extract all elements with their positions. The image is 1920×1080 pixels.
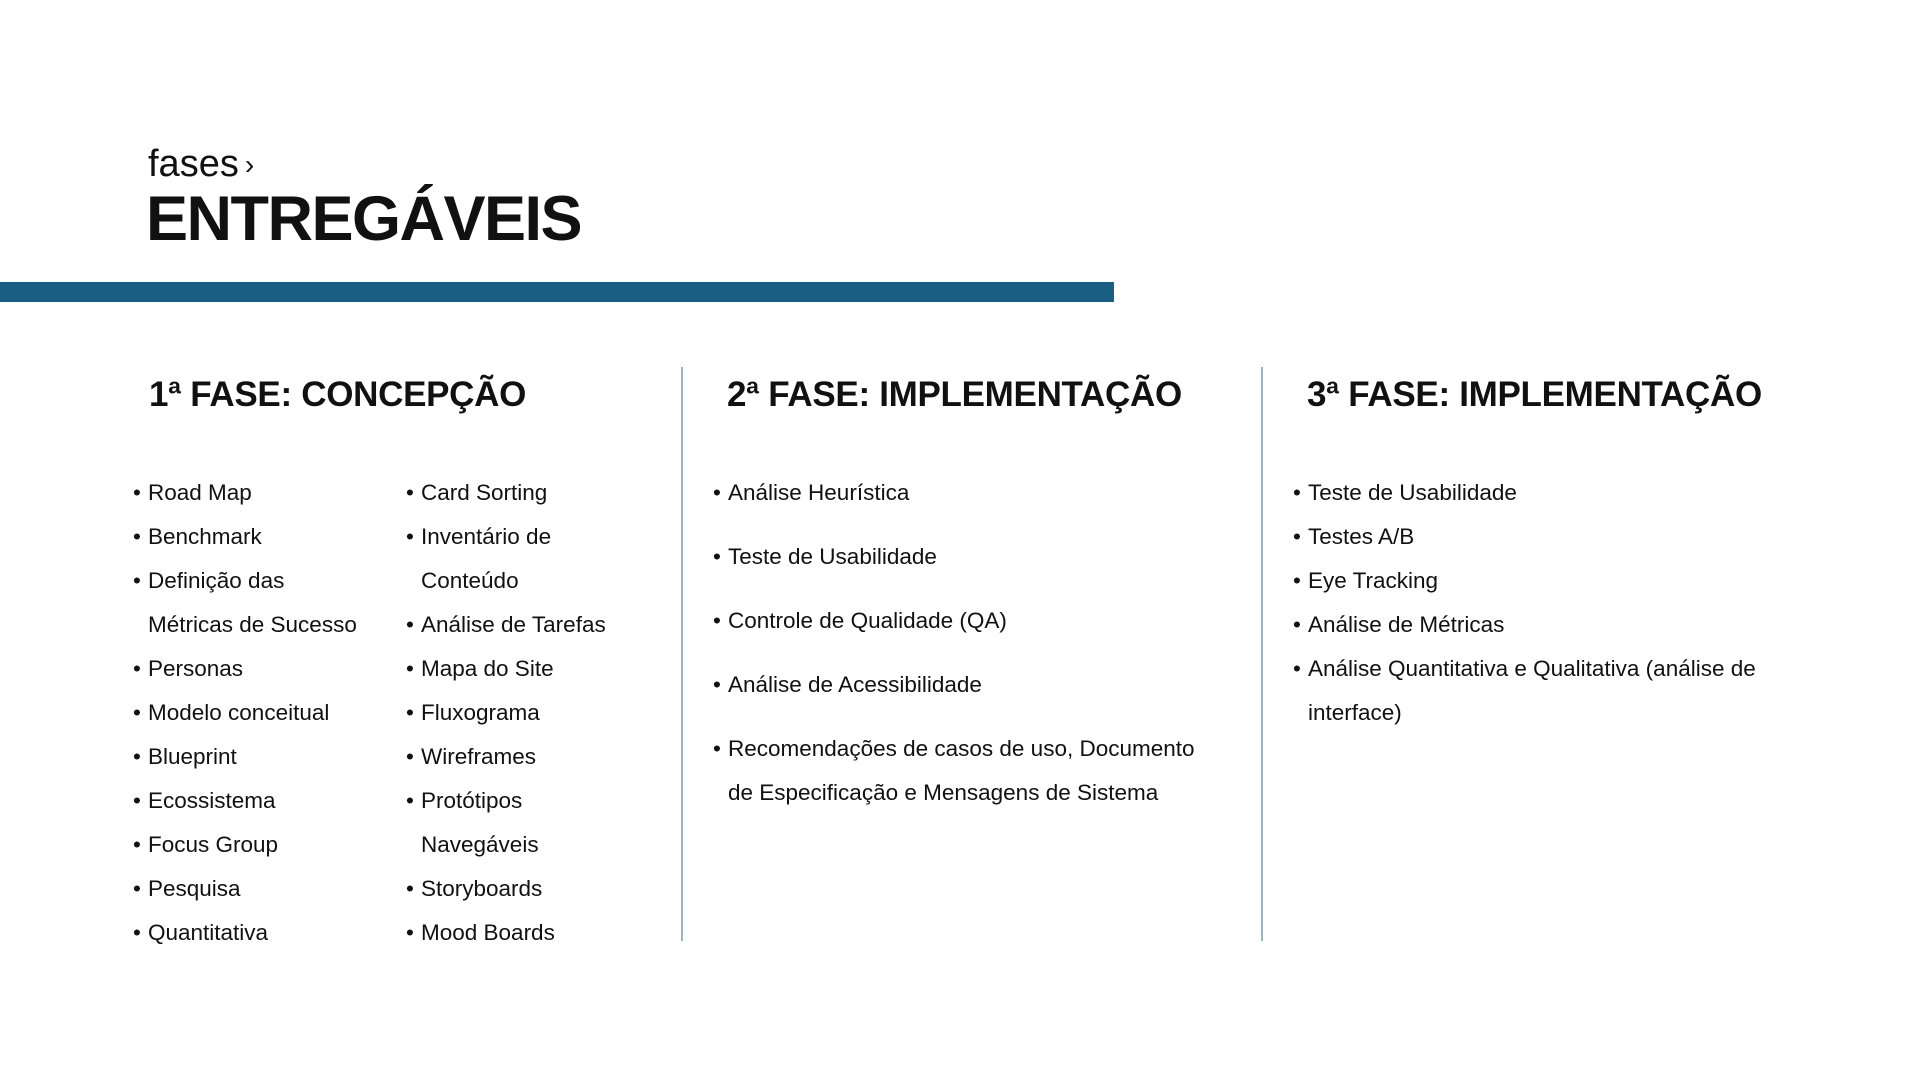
list-item: • Inventário de [406, 515, 606, 559]
list-item: • Card Sorting [406, 471, 606, 515]
chevron-right-icon: › [244, 149, 255, 180]
column-divider [681, 367, 683, 941]
list-item: • Protótipos [406, 779, 606, 823]
list-item: • Blueprint [133, 735, 357, 779]
list-item: • Road Map [133, 471, 357, 515]
phase-2-list [713, 471, 1195, 815]
phase-1-title: 1ª FASE: CONCEPÇÃO [149, 375, 527, 414]
list-item: • Wireframes [406, 735, 606, 779]
list-item: • Teste de Usabilidade [1293, 471, 1756, 515]
list-item: • Recomendações de casos de uso, Documento [713, 727, 1195, 771]
list-item: • Análise de Métricas [1293, 603, 1756, 647]
list-item: • Análise Heurística [713, 471, 1195, 515]
kicker-text: fases [148, 143, 239, 185]
phase-3-title: 3ª FASE: IMPLEMENTAÇÃO [1307, 375, 1762, 414]
list-item: • Controle de Qualidade (QA) [713, 599, 1195, 643]
phase-3-list [1293, 471, 1756, 735]
list-item: • Ecossistema [133, 779, 357, 823]
list-item-continuation: interface) [1308, 700, 1402, 725]
list-item: • Quantitativa [133, 911, 357, 955]
list-item: • Pesquisa [133, 867, 357, 911]
list-item: • Mapa do Site [406, 647, 606, 691]
phase-1-list-a [133, 471, 357, 955]
list-item: • Análise de Acessibilidade [713, 663, 1195, 707]
list-item: • Modelo conceitual [133, 691, 357, 735]
list-item: • Análise Quantitativa e Qualitativa (análise de [1293, 647, 1756, 691]
accent-bar [0, 282, 1114, 302]
list-item: • Storyboards [406, 867, 606, 911]
column-divider [1261, 367, 1263, 941]
list-item-continuation: Métricas de Sucesso [148, 612, 357, 637]
list-item: • Benchmark [133, 515, 357, 559]
list-item: • Eye Tracking [1293, 559, 1756, 603]
phase-2-title: 2ª FASE: IMPLEMENTAÇÃO [727, 375, 1182, 414]
list-item-continuation: Navegáveis [421, 832, 539, 857]
list-item: • Personas [133, 647, 357, 691]
page-title: ENTREGÁVEIS [146, 184, 582, 254]
list-item-continuation: Conteúdo [421, 568, 519, 593]
section-kicker [148, 140, 254, 189]
phase-1-list-b [406, 471, 606, 955]
list-item: • Análise de Tarefas [406, 603, 606, 647]
list-item: • Fluxograma [406, 691, 606, 735]
list-item: • Mood Boards [406, 911, 606, 955]
list-item: • Focus Group [133, 823, 357, 867]
list-item: • Definição das [133, 559, 357, 603]
list-item: • Teste de Usabilidade [713, 535, 1195, 579]
list-item: • Testes A/B [1293, 515, 1756, 559]
list-item-continuation: de Especificação e Mensagens de Sistema [728, 780, 1159, 805]
